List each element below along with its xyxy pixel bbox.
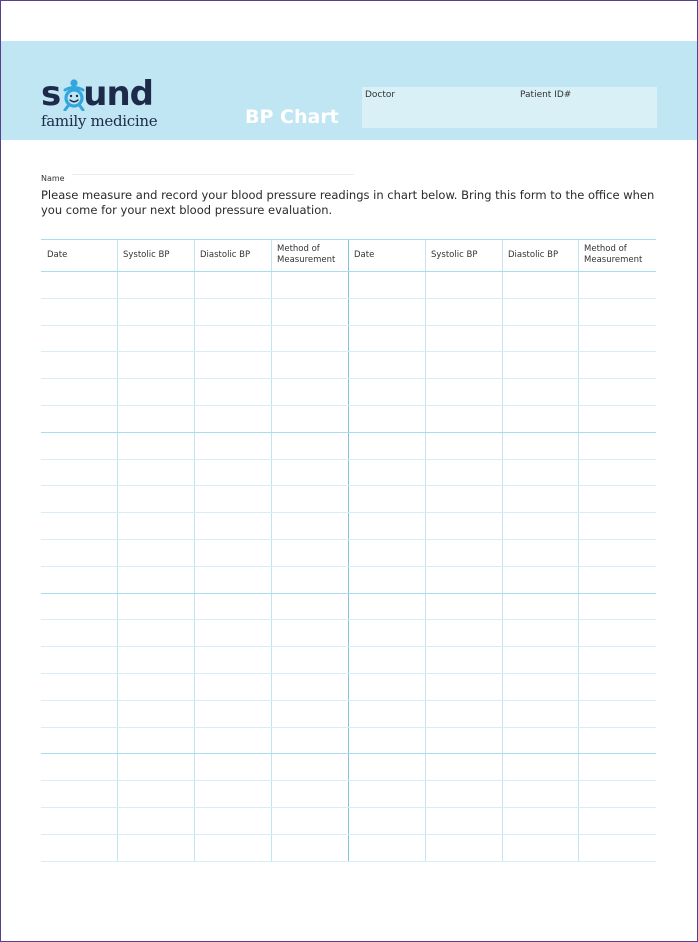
table-cell[interactable] bbox=[117, 780, 194, 807]
table-cell[interactable] bbox=[41, 325, 117, 352]
logo-wordmark bbox=[41, 73, 153, 115]
table-cell[interactable] bbox=[502, 780, 578, 807]
table-cell[interactable] bbox=[271, 298, 348, 325]
table-cell[interactable] bbox=[348, 834, 425, 861]
table-cell[interactable] bbox=[41, 700, 117, 727]
table-cell[interactable] bbox=[348, 727, 425, 754]
table-cell[interactable] bbox=[578, 753, 656, 780]
table-cell[interactable] bbox=[271, 325, 348, 352]
table-cell[interactable] bbox=[502, 753, 578, 780]
table-cell[interactable] bbox=[117, 378, 194, 405]
table-cell[interactable] bbox=[425, 646, 502, 673]
table-cell[interactable] bbox=[41, 619, 117, 646]
table-cell[interactable] bbox=[117, 807, 194, 834]
doctor-label: Doctor bbox=[365, 90, 396, 100]
page-title: BP Chart bbox=[245, 106, 339, 128]
table-cell[interactable] bbox=[578, 378, 656, 405]
table-cell[interactable] bbox=[117, 646, 194, 673]
table-cell[interactable] bbox=[348, 700, 425, 727]
logo-letter-s: s bbox=[41, 74, 61, 114]
table-cell[interactable] bbox=[41, 646, 117, 673]
table-cell[interactable] bbox=[271, 673, 348, 700]
table-cell[interactable] bbox=[194, 727, 271, 754]
table-cell[interactable] bbox=[578, 325, 656, 352]
name-field[interactable] bbox=[72, 174, 354, 175]
table-cell[interactable] bbox=[194, 378, 271, 405]
sound-family-medicine-logo bbox=[41, 73, 181, 137]
table-cell[interactable] bbox=[117, 405, 194, 432]
table-cell[interactable] bbox=[578, 834, 656, 861]
table-cell[interactable] bbox=[348, 673, 425, 700]
table-cell[interactable] bbox=[117, 539, 194, 566]
table-cell[interactable] bbox=[41, 459, 117, 486]
table-cell[interactable] bbox=[117, 593, 194, 620]
table-cell[interactable] bbox=[502, 727, 578, 754]
table-cell[interactable] bbox=[271, 432, 348, 459]
table-cell[interactable] bbox=[194, 753, 271, 780]
table-cell[interactable] bbox=[425, 566, 502, 593]
table-cell[interactable] bbox=[194, 432, 271, 459]
logo-subtitle: family medicine bbox=[41, 112, 158, 130]
column-header-right-4: Method of Measurement bbox=[584, 244, 643, 265]
table-cell[interactable] bbox=[425, 485, 502, 512]
table-cell[interactable] bbox=[348, 512, 425, 539]
table-cell[interactable] bbox=[425, 539, 502, 566]
instructions-text: Please measure and record your blood pressure readings in chart below. Bring this form to the office when you come for your next blood pressure evaluation. bbox=[41, 188, 655, 217]
table-cell[interactable] bbox=[348, 539, 425, 566]
table-cell[interactable] bbox=[271, 566, 348, 593]
table-cell[interactable] bbox=[425, 271, 502, 298]
table-cell[interactable] bbox=[502, 512, 578, 539]
table-cell[interactable] bbox=[194, 298, 271, 325]
bp-reading-table bbox=[41, 239, 656, 862]
column-header-right-1: Date bbox=[354, 249, 375, 260]
table-cell[interactable] bbox=[502, 834, 578, 861]
table-cell[interactable] bbox=[271, 834, 348, 861]
table-cell[interactable] bbox=[502, 593, 578, 620]
table-cell[interactable] bbox=[578, 405, 656, 432]
table-cell[interactable] bbox=[271, 378, 348, 405]
patient-id-label: Patient ID# bbox=[520, 90, 572, 100]
table-cell[interactable] bbox=[194, 512, 271, 539]
table-cell[interactable] bbox=[348, 566, 425, 593]
table-cell[interactable] bbox=[578, 780, 656, 807]
table-cell[interactable] bbox=[194, 593, 271, 620]
table-cell[interactable] bbox=[194, 485, 271, 512]
table-cell[interactable] bbox=[271, 512, 348, 539]
table-cell[interactable] bbox=[194, 351, 271, 378]
table-cell[interactable] bbox=[502, 619, 578, 646]
table-cell[interactable] bbox=[194, 459, 271, 486]
table-cell[interactable] bbox=[41, 566, 117, 593]
table-cell[interactable] bbox=[348, 619, 425, 646]
table-cell[interactable] bbox=[502, 566, 578, 593]
table-cell[interactable] bbox=[117, 485, 194, 512]
table-cell[interactable] bbox=[194, 807, 271, 834]
table-cell[interactable] bbox=[41, 485, 117, 512]
table-cell[interactable] bbox=[41, 727, 117, 754]
table-cell[interactable] bbox=[271, 539, 348, 566]
table-cell[interactable] bbox=[502, 485, 578, 512]
table-cell[interactable] bbox=[425, 405, 502, 432]
table-cell[interactable] bbox=[348, 593, 425, 620]
table-cell[interactable] bbox=[41, 593, 117, 620]
table-cell[interactable] bbox=[41, 834, 117, 861]
table-cell[interactable] bbox=[194, 673, 271, 700]
table-cell[interactable] bbox=[425, 378, 502, 405]
table-cell[interactable] bbox=[348, 298, 425, 325]
column-header-right-3: Diastolic BP bbox=[508, 249, 559, 260]
table-cell[interactable] bbox=[502, 539, 578, 566]
table-cell[interactable] bbox=[578, 727, 656, 754]
table-cell[interactable] bbox=[271, 700, 348, 727]
table-cell[interactable] bbox=[578, 593, 656, 620]
table-cell[interactable] bbox=[194, 780, 271, 807]
table-cell[interactable] bbox=[271, 485, 348, 512]
doctor-patient-info-box[interactable] bbox=[362, 87, 657, 128]
column-header-left-1: Date bbox=[47, 249, 68, 260]
table-cell[interactable] bbox=[117, 298, 194, 325]
table-cell[interactable] bbox=[578, 432, 656, 459]
table-cell[interactable] bbox=[117, 673, 194, 700]
table-cell[interactable] bbox=[578, 351, 656, 378]
table-cell[interactable] bbox=[425, 619, 502, 646]
table-cell[interactable] bbox=[41, 753, 117, 780]
table-cell[interactable] bbox=[425, 351, 502, 378]
table-cell[interactable] bbox=[425, 325, 502, 352]
table-cell[interactable] bbox=[117, 459, 194, 486]
table-cell[interactable] bbox=[348, 459, 425, 486]
table-cell[interactable] bbox=[425, 298, 502, 325]
table-cell[interactable] bbox=[271, 351, 348, 378]
table-cell[interactable] bbox=[578, 673, 656, 700]
table-cell[interactable] bbox=[425, 780, 502, 807]
table-cell[interactable] bbox=[271, 271, 348, 298]
table-cell[interactable] bbox=[41, 271, 117, 298]
table-cell[interactable] bbox=[348, 485, 425, 512]
table-cell[interactable] bbox=[348, 378, 425, 405]
table-cell[interactable] bbox=[41, 298, 117, 325]
table-cell[interactable] bbox=[117, 325, 194, 352]
table-cell[interactable] bbox=[502, 432, 578, 459]
table-cell[interactable] bbox=[41, 405, 117, 432]
row-divider bbox=[41, 861, 656, 862]
table-cell[interactable] bbox=[578, 512, 656, 539]
table-cell[interactable] bbox=[194, 325, 271, 352]
table-cell[interactable] bbox=[194, 646, 271, 673]
table-cell[interactable] bbox=[425, 673, 502, 700]
table-cell[interactable] bbox=[578, 646, 656, 673]
table-cell[interactable] bbox=[502, 298, 578, 325]
table-cell[interactable] bbox=[425, 459, 502, 486]
table-cell[interactable] bbox=[41, 378, 117, 405]
table-cell[interactable] bbox=[41, 351, 117, 378]
table-cell[interactable] bbox=[348, 351, 425, 378]
table-cell[interactable] bbox=[194, 700, 271, 727]
table-cell[interactable] bbox=[41, 673, 117, 700]
table-cell[interactable] bbox=[117, 700, 194, 727]
table-cell[interactable] bbox=[348, 325, 425, 352]
table-cell[interactable] bbox=[425, 807, 502, 834]
table-cell[interactable] bbox=[271, 459, 348, 486]
column-header-left-3: Diastolic BP bbox=[200, 249, 251, 260]
table-cell[interactable] bbox=[578, 807, 656, 834]
table-cell[interactable] bbox=[425, 753, 502, 780]
table-cell[interactable] bbox=[502, 673, 578, 700]
table-cell[interactable] bbox=[502, 351, 578, 378]
column-header-left-4: Method of Measurement bbox=[277, 244, 336, 265]
table-cell[interactable] bbox=[502, 807, 578, 834]
table-cell[interactable] bbox=[502, 459, 578, 486]
table-cell[interactable] bbox=[117, 834, 194, 861]
table-cell[interactable] bbox=[578, 459, 656, 486]
table-cell[interactable] bbox=[578, 539, 656, 566]
table-cell[interactable] bbox=[348, 646, 425, 673]
table-cell[interactable] bbox=[425, 593, 502, 620]
smiling-figure-icon bbox=[60, 77, 88, 111]
column-header-right-2: Systolic BP bbox=[431, 249, 478, 260]
table-cell[interactable] bbox=[194, 834, 271, 861]
logo-letters-und: und bbox=[83, 74, 153, 114]
table-cell[interactable] bbox=[117, 619, 194, 646]
table-cell[interactable] bbox=[194, 271, 271, 298]
table-cell[interactable] bbox=[348, 807, 425, 834]
table-cell[interactable] bbox=[117, 512, 194, 539]
table-cell[interactable] bbox=[194, 539, 271, 566]
table-cell[interactable] bbox=[41, 539, 117, 566]
table-cell[interactable] bbox=[41, 780, 117, 807]
table-cell[interactable] bbox=[41, 432, 117, 459]
table-cell[interactable] bbox=[348, 780, 425, 807]
table-cell[interactable] bbox=[578, 485, 656, 512]
table-cell[interactable] bbox=[41, 512, 117, 539]
table-cell[interactable] bbox=[117, 753, 194, 780]
table-cell[interactable] bbox=[502, 325, 578, 352]
table-cell[interactable] bbox=[578, 271, 656, 298]
table-cell[interactable] bbox=[117, 566, 194, 593]
table-cell[interactable] bbox=[271, 780, 348, 807]
table-cell[interactable] bbox=[271, 593, 348, 620]
table-cell[interactable] bbox=[348, 432, 425, 459]
table-cell[interactable] bbox=[271, 405, 348, 432]
table-cell[interactable] bbox=[348, 271, 425, 298]
table-cell[interactable] bbox=[502, 646, 578, 673]
table-cell[interactable] bbox=[578, 298, 656, 325]
table-cell[interactable] bbox=[578, 619, 656, 646]
table-top-border bbox=[41, 239, 656, 240]
table-cell[interactable] bbox=[502, 405, 578, 432]
table-cell[interactable] bbox=[117, 432, 194, 459]
table-cell[interactable] bbox=[117, 271, 194, 298]
table-cell[interactable] bbox=[348, 753, 425, 780]
table-cell[interactable] bbox=[578, 566, 656, 593]
table-cell[interactable] bbox=[425, 700, 502, 727]
table-cell[interactable] bbox=[194, 619, 271, 646]
table-cell[interactable] bbox=[194, 566, 271, 593]
table-cell[interactable] bbox=[41, 807, 117, 834]
table-cell[interactable] bbox=[117, 351, 194, 378]
table-cell[interactable] bbox=[578, 700, 656, 727]
table-cell[interactable] bbox=[271, 727, 348, 754]
table-cell[interactable] bbox=[425, 834, 502, 861]
table-cell[interactable] bbox=[271, 807, 348, 834]
table-cell[interactable] bbox=[348, 405, 425, 432]
table-cell[interactable] bbox=[117, 727, 194, 754]
table-cell[interactable] bbox=[271, 753, 348, 780]
table-cell[interactable] bbox=[425, 727, 502, 754]
table-cell[interactable] bbox=[425, 512, 502, 539]
table-cell[interactable] bbox=[502, 271, 578, 298]
name-label: Name bbox=[41, 174, 65, 183]
table-cell[interactable] bbox=[271, 619, 348, 646]
table-cell[interactable] bbox=[502, 378, 578, 405]
column-header-left-2: Systolic BP bbox=[123, 249, 170, 260]
table-cell[interactable] bbox=[425, 432, 502, 459]
table-cell[interactable] bbox=[271, 646, 348, 673]
table-cell[interactable] bbox=[502, 700, 578, 727]
table-cell[interactable] bbox=[194, 405, 271, 432]
